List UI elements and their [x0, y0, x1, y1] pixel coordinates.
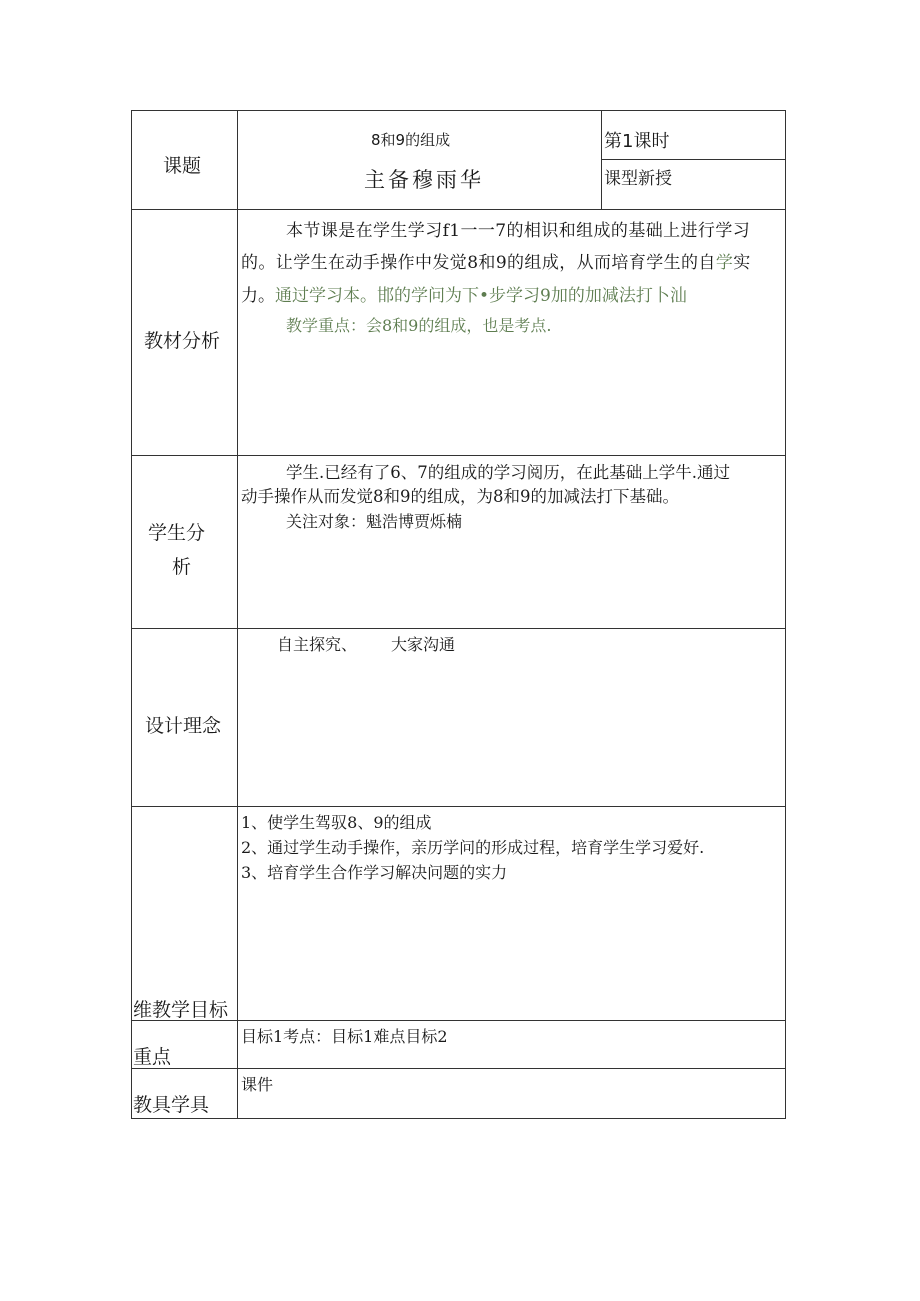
design-text-b: 大家沟通: [391, 635, 456, 654]
table-border-left: [131, 110, 132, 1119]
textbook-line-3-green: 通过学习本。邯的学问为下•步学习9加的加减法打卜汕: [275, 286, 687, 306]
design-philosophy-label: 设计理念: [145, 715, 222, 737]
lesson-title: 8和9的组成: [371, 131, 451, 149]
goal-item-2: 2、通过学生动手操作，亲历学问的形成过程，培育学生学习爱好.: [241, 838, 705, 857]
row-divider: [131, 628, 786, 629]
key-points-text: 目标1考点：目标1难点目标2: [241, 1027, 448, 1046]
row-divider: [131, 1020, 786, 1021]
row-divider: [131, 806, 786, 807]
teaching-focus: 教学重点：会8和9的组成，也是考点.: [286, 316, 552, 335]
teaching-goals-label: 维教学目标: [133, 999, 229, 1021]
topic-label: 课题: [163, 155, 202, 177]
textbook-line-2-main: 的。让学生在动手操作中发觉8和9的组成，从而培育学生的自: [241, 253, 716, 273]
teaching-tools-text: 课件: [241, 1075, 274, 1094]
teaching-tools-label: 教具学具: [133, 1094, 210, 1116]
preparer-name: 主备穆雨华: [364, 168, 484, 192]
textbook-analysis-label: 教材分析: [144, 330, 221, 352]
textbook-line-2: [241, 248, 751, 273]
lesson-type: 课型新授: [604, 169, 672, 189]
label-column-divider: [237, 110, 238, 1119]
goal-item-3: 3、培育学生合作学习解决问题的实力: [241, 863, 508, 882]
goal-item-1: 1、使学生驾驭8、9的组成: [241, 813, 432, 832]
table-border-bottom: [131, 1118, 786, 1119]
period-divider: [601, 159, 786, 160]
focus-students: 关注对象：魁浩博贾烁楠: [286, 512, 463, 531]
student-line-2: 动手操作从而发觉8和9的组成，为8和9的加减法打下基础。: [241, 487, 679, 506]
student-line-1: 学生.已经有了6、7的组成的学习阅历，在此基础上学牛.通过: [286, 463, 730, 482]
textbook-line-2-green: 学: [715, 253, 734, 273]
textbook-line-3: [241, 281, 687, 306]
row-divider: [131, 209, 786, 210]
period-label: 第1课时: [604, 131, 670, 152]
textbook-line-3-start: 力。: [241, 286, 275, 306]
table-border-right: [785, 110, 786, 1119]
row-divider: [131, 455, 786, 456]
textbook-line-1: 本节课是在学生学习f1一一7的相识和组成的基础上进行学习: [286, 221, 751, 241]
design-text-a: 自主探究、: [277, 635, 358, 654]
textbook-line-2-end: 实: [733, 253, 751, 273]
student-analysis-label-1: 学生分: [148, 522, 206, 544]
table-border-top: [131, 110, 786, 111]
key-points-label: 重点: [133, 1046, 172, 1068]
student-analysis-label-2: 析: [172, 556, 192, 578]
period-column-divider: [601, 110, 602, 210]
row-divider: [131, 1068, 786, 1069]
